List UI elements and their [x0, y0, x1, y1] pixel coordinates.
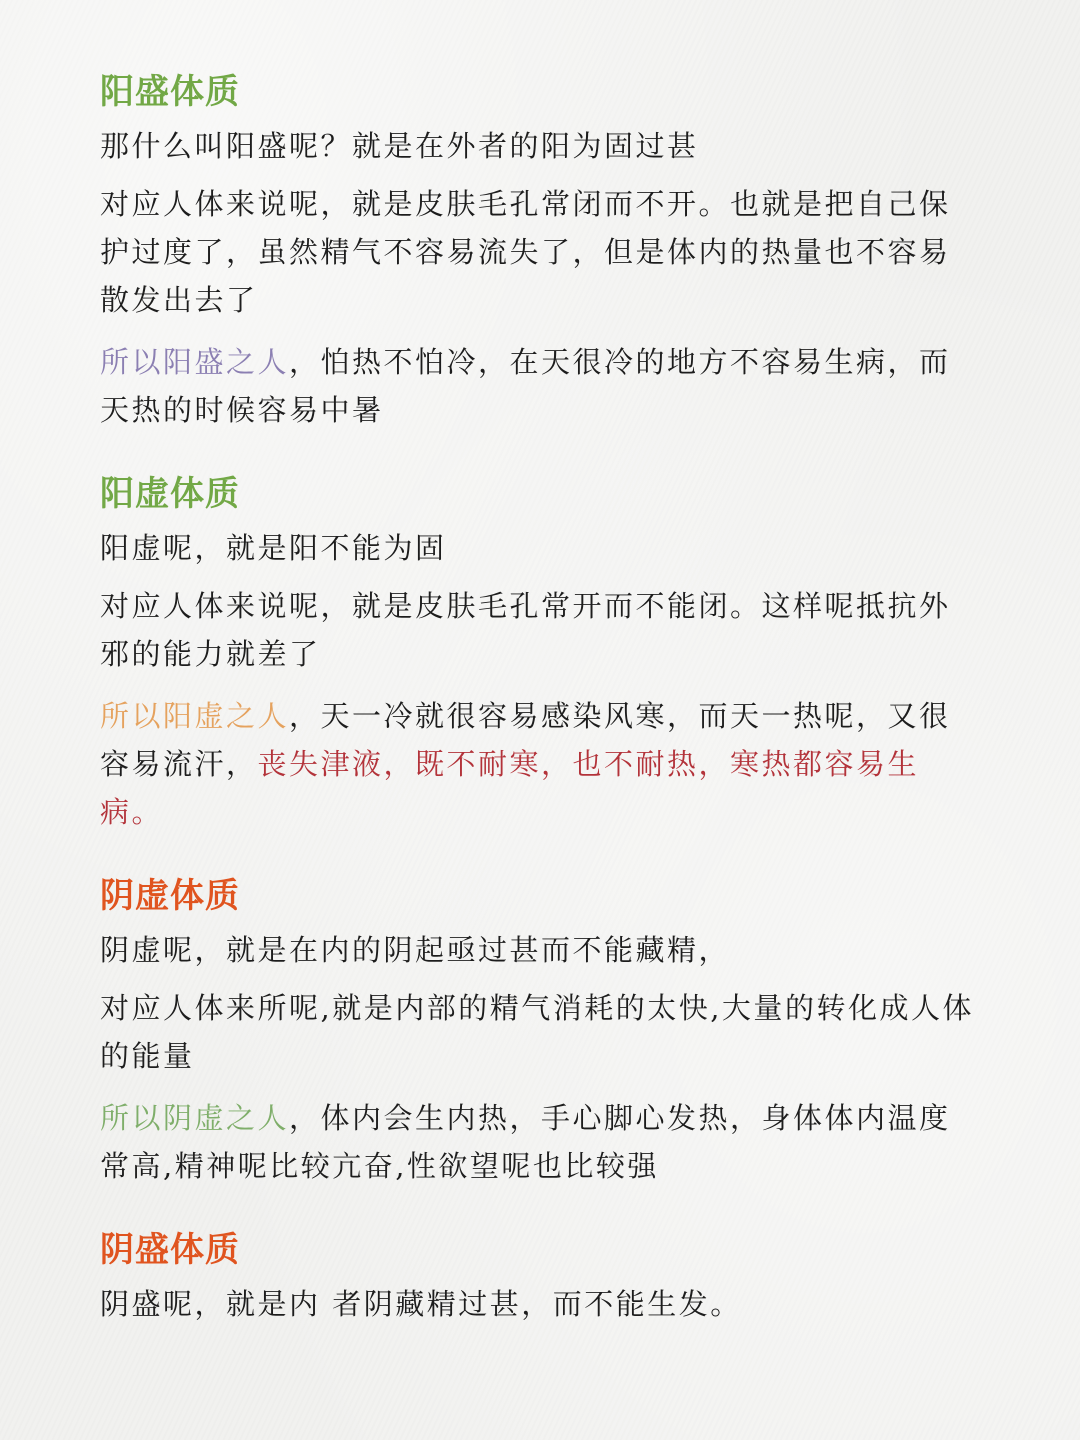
paragraph-text: ，体内会生内热，手心脚心发热，身体体内温度常高,精神呢比较亢奋,性欲望呢也比较强: [100, 1101, 951, 1183]
paragraph: [100, 1094, 980, 1190]
section-yang-deficiency: [100, 464, 980, 836]
paragraph: 阳虚呢，就是阳不能为固: [100, 531, 447, 565]
section-heading: 阳虚体质: [100, 474, 240, 514]
paragraph-text: ，怕热不怕冷，在天很冷的地方不容易生病，而天热的时候容易中暑: [100, 345, 951, 427]
paragraph-text: ，天一冷就很容易感染风寒，而天一热呢，又很容易流汗，: [100, 699, 951, 781]
paragraph: 对应人体来所呢,就是内部的精气消耗的太快,大量的转化成人体的能量: [100, 991, 974, 1073]
paragraph: [100, 692, 980, 836]
section-yin-excess: [100, 1220, 980, 1328]
section-heading: 阳盛体质: [100, 72, 240, 112]
highlight-lead: 所以阳虚之人: [100, 699, 290, 733]
highlight-lead: 所以阴虚之人: [100, 1101, 290, 1135]
section-heading: 阴盛体质: [100, 1230, 240, 1270]
paragraph: [100, 338, 980, 434]
section-heading: 阴虚体质: [100, 876, 240, 916]
section-yang-excess: [100, 62, 980, 434]
paragraph: 对应人体来说呢，就是皮肤毛孔常闭而不开。也就是把自己保护过度了，虽然精气不容易流失了，但是体内的热量也不容易散发出去了: [100, 187, 951, 317]
paragraph: 对应人体来说呢，就是皮肤毛孔常开而不能闭。这样呢抵抗外邪的能力就差了: [100, 589, 951, 671]
paragraph: 那什么叫阳盛呢？就是在外者的阳为固过甚: [100, 129, 699, 163]
article: [100, 62, 980, 1328]
section-yin-deficiency: [100, 866, 980, 1190]
highlight-warning: 丧失津液，既不耐寒，也不耐热，寒热都容易生病。: [100, 747, 920, 829]
paragraph: 阴虚呢，就是在内的阴起亟过甚而不能藏精，: [100, 933, 731, 967]
highlight-lead: 所以阳盛之人: [100, 345, 290, 379]
paragraph: 阴盛呢，就是内 者阴藏精过甚，而不能生发。: [100, 1287, 742, 1321]
